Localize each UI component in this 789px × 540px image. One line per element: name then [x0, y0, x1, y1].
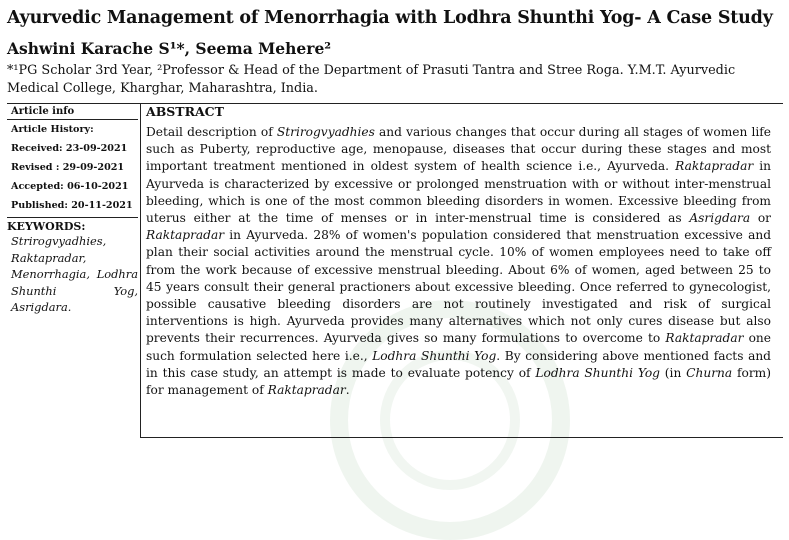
abstract-text: . By considering above mentioned facts and in this case study, an attempt is made to evaluate potency of	[146, 348, 771, 380]
abstract-italic-term: Raktapradar	[146, 228, 225, 243]
paper-title: Ayurvedic Management of Menorrhagia with Lodhra Shunthi Yog- A Case Study	[7, 8, 773, 28]
keywords-list: Strirogvyadhies, Raktapradar, Menorrhagia, Lodhra Shunthi Yog, Asrigdara.	[11, 234, 138, 314]
author-list: Ashwini Karache S¹*, Seema Mehere²	[7, 39, 332, 58]
article-info-heading: Article info	[7, 103, 138, 120]
abstract-italic-term: Asrigdara	[689, 211, 751, 226]
article-history-label: Article History:	[11, 124, 94, 135]
abstract-text: (in	[659, 365, 687, 380]
article-info-panel	[7, 103, 138, 316]
abstract-text: or	[750, 211, 771, 226]
bottom-rule	[140, 437, 783, 438]
abstract-text: form) for management of	[146, 365, 771, 398]
keywords-heading: KEYWORDS:	[7, 220, 86, 233]
abstract-italic-term: Raktapradar	[665, 331, 744, 346]
abstract-italic-term: Churna	[686, 365, 733, 380]
abstract-italic-term: Lodhra Shunthi Yog	[535, 365, 660, 380]
abstract-text: .	[345, 383, 350, 398]
abstract-italic-term: Lodhra Shunthi Yog	[372, 348, 497, 363]
abstract-italic-term: Strirogvyadhies	[276, 125, 375, 139]
abstract-heading: ABSTRACT	[146, 104, 224, 119]
abstract-text: one such formulation selected here i.e.,	[146, 331, 771, 363]
published-date: Published: 20-11-2021	[11, 200, 133, 211]
abstract-italic-term: Raktapradar	[267, 383, 346, 398]
abstract-text: in Ayurveda. 28% of women's population considered that menstruation excessive and plan their social activities around the menstrual cycle. 10% of women employees need to take off from the work because of excessive menstrual bleeding. About 6% of women, aged between 25 to 45 years consult their general practioners about excessive bleeding. Once referred to gynecologist, possible causative bleeding disorders are not routinely investigated and risk of surgical interventions is high. Ayurveda provides many alternatives which not only cures disease but also prevents their recurrences. Ayurveda gives so many formulations to overcome to	[146, 228, 771, 346]
abstract-body	[146, 124, 771, 399]
column-divider	[140, 103, 141, 437]
affiliation: *¹PG Scholar 3rd Year, ²Professor & Head of the Department of Prasuti Tantra and Stree Roga. Y.M.T. Ayurvedic Medical College, Kharghar, Maharashtra, India.	[7, 63, 736, 96]
abstract-text: in Ayurveda is characterized by excessive or prolonged menstruation with or without inter-menstrual bleeding, which is one of the most common bleeding disorders in women. Excessive bleeding from uterus either at the time of menses or in inter-menstrual time is considered as	[146, 159, 771, 226]
revised-date: Revised : 29-09-2021	[11, 162, 125, 173]
abstract-text: and various changes that occur during all stages of women life such as Puberty, reproductive age, menopause, diseases that occur during these stages and most important treatment mentioned in oldest system of health science i.e., Ayurveda.	[146, 125, 771, 174]
accepted-date: Accepted: 06-10-2021	[11, 181, 129, 192]
abstract-italic-term: Raktapradar	[675, 159, 754, 174]
abstract-text: Detail description of	[146, 125, 277, 139]
received-date: Received: 23-09-2021	[11, 143, 128, 154]
